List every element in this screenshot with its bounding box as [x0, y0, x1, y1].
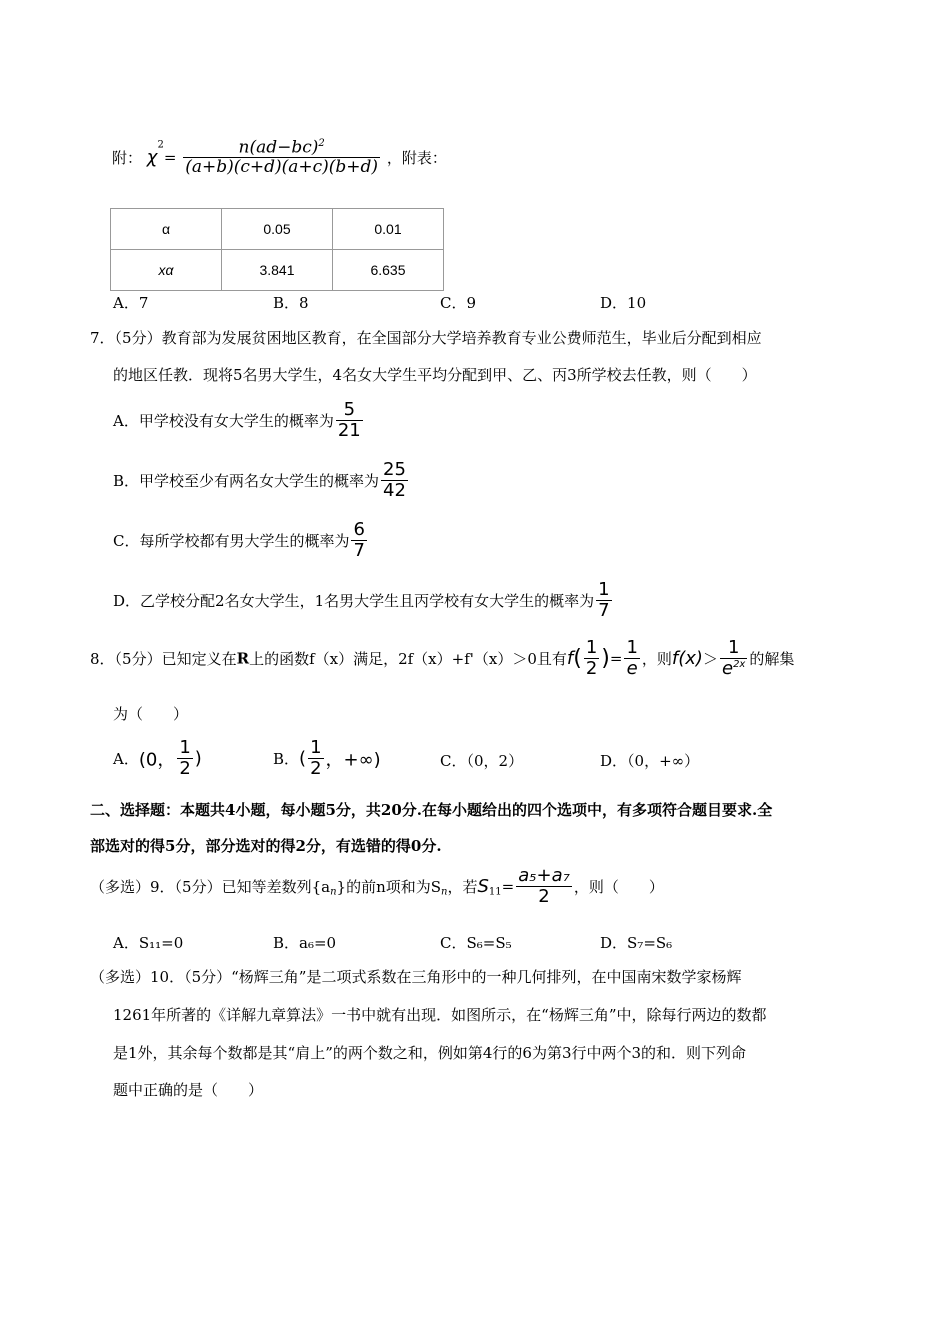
chi-numerator: n(ad−bc)	[238, 137, 319, 158]
q8-option-b-fraction	[308, 738, 323, 779]
q8-line1	[90, 638, 794, 679]
q8-option-b	[273, 738, 381, 779]
q9-option-c: C．S₆=S₅	[440, 934, 512, 952]
q7-option-c	[113, 520, 369, 561]
q8-f-symbol: f	[566, 647, 574, 669]
fraction-denominator: 2	[310, 757, 322, 779]
section2-line1: 二、选择题：本题共4小题，每小题5分，共20分.在每小题给出的四个选项中，有多项符合题目要求.全	[90, 801, 773, 819]
fraction-numerator: 1	[179, 737, 191, 758]
table-cell: 0.01	[333, 209, 444, 250]
q8-right-paren: )	[601, 645, 610, 671]
subscript: n	[330, 886, 337, 898]
q8-then: ，则	[641, 649, 672, 668]
q9-if: ，若	[447, 877, 478, 896]
exponent: 2x	[733, 658, 746, 670]
subscript: n	[441, 886, 448, 898]
fraction-numerator: a₅+a₇	[518, 865, 570, 886]
q8-option-a	[113, 738, 202, 779]
numerator-exponent: 2	[318, 138, 325, 149]
interval-right: )	[194, 747, 202, 769]
chi-square-formula	[112, 138, 447, 177]
interval-left: (	[299, 747, 307, 769]
table-row	[111, 250, 444, 291]
q8-prefix: 8．（5分）已知定义在	[90, 649, 237, 668]
q10-line3: 是1外，其余每个数都是其“肩上”的两个数之和，例如第4行的6为第3行中两个3的和．则下列命	[113, 1044, 747, 1062]
q8-line2: 为（ ）	[113, 705, 189, 723]
fraction-numerator: 1	[598, 579, 610, 600]
q7-line2: 的地区任教．现将5名男大学生，4名女大学生平均分配到甲、乙、丙3所学校去任教，则（ ）	[113, 366, 757, 384]
table-cell: 6.635	[333, 250, 444, 291]
chi-fraction	[183, 138, 380, 177]
q10-line4: 题中正确的是（ ）	[113, 1081, 264, 1099]
q10-line2: 1261年所著的《详解九章算法》一书中就有出现．如图所示，在“杨辉三角”中，除每行两边的数都	[113, 1006, 767, 1024]
interval-left: (0，	[138, 749, 176, 771]
q6-option-a: A．7	[113, 294, 149, 312]
q8-real-set: R	[236, 649, 250, 668]
critical-value-table	[110, 208, 444, 291]
q7-option-d-fraction	[596, 580, 611, 621]
q10-line1: （多选）10．（5分）“杨辉三角”是二项式系数在三角形中的一种几何排列，在中国南宋数学家杨辉	[90, 968, 742, 986]
formula-suffix: ，附表：	[386, 149, 447, 168]
q9-fraction	[516, 866, 572, 907]
fraction-numerator: 5	[336, 400, 363, 421]
q9-equals: =	[501, 877, 515, 896]
table-cell: α	[111, 209, 222, 250]
q7-option-a	[113, 400, 365, 441]
fraction-denominator: 2	[585, 657, 598, 679]
fraction-denominator: e	[721, 657, 734, 679]
q8-half-fraction	[584, 638, 599, 679]
q7-line1: 7．（5分）教育部为发展贫困地区教育，在全国部分大学培养教育专业公费师范生，毕业后分配到相应	[90, 329, 762, 347]
fraction-numerator: 6	[353, 519, 365, 540]
option-label: B．	[273, 749, 300, 768]
q8-equals: =	[609, 649, 623, 668]
table-cell: xα	[111, 250, 222, 291]
fraction-denominator: 7	[598, 599, 610, 621]
fraction-numerator: 25	[383, 459, 406, 480]
q7-option-c-text: C．每所学校都有男大学生的概率为	[113, 531, 350, 550]
q8-left-paren: (	[573, 645, 582, 671]
q9-prefix: （多选）9．（5分）已知等差数列{a	[90, 877, 331, 896]
fraction-numerator: 1	[626, 637, 638, 658]
q9-S: S	[477, 875, 489, 897]
q9-mid: }的前n项和为S	[336, 877, 442, 896]
q6-option-c: C．9	[440, 294, 477, 312]
option-label: A．	[113, 749, 139, 768]
q6-option-d: D．10	[600, 294, 647, 312]
fraction-numerator: 1	[585, 637, 598, 658]
equals-sign: =	[163, 148, 177, 167]
q8-exp-fraction	[720, 638, 747, 679]
table-row	[111, 209, 444, 250]
chi-symbol: χ	[146, 147, 158, 169]
fraction-denominator: 42	[383, 479, 406, 501]
q7-option-c-fraction	[351, 520, 366, 561]
q8-option-c: C．（0，2）	[440, 752, 524, 770]
section2-line2: 部选对的得5分，部分选对的得2分，有选错的得0分.	[90, 837, 442, 855]
formula-prefix: 附：	[112, 149, 143, 168]
q7-option-b	[113, 460, 410, 501]
q6-option-b: B．8	[273, 294, 309, 312]
chi-exponent: 2	[157, 139, 164, 151]
q7-option-d-text: D．乙学校分配2名女大学生，1名男大学生且丙学校有女大学生的概率为	[113, 591, 595, 610]
q7-option-b-fraction	[381, 460, 408, 501]
interval-right: ，+∞)	[325, 749, 381, 771]
q8-greater: ＞	[702, 649, 718, 668]
q8-condition: 上的函数f（x）满足，2f（x）+f'（x）＞0且有	[249, 649, 567, 668]
q9-line	[90, 866, 664, 907]
q8-e-fraction	[624, 638, 639, 679]
q8-suffix: 的解集	[749, 649, 795, 668]
q8-option-a-fraction	[177, 738, 192, 779]
fraction-denominator: 2	[179, 757, 191, 779]
q9-option-a: A．S₁₁=0	[113, 934, 184, 952]
chi-denominator: (a+b)(c+d)(a+c)(b+d)	[185, 157, 379, 178]
fraction-denominator: e	[626, 657, 638, 679]
q9-option-d: D．S₇=S₆	[600, 934, 673, 952]
q9-suffix: ，则（ ）	[573, 877, 664, 896]
fraction-denominator: 7	[353, 539, 365, 561]
table-cell: 3.841	[222, 250, 333, 291]
q8-fx: f(x)	[671, 647, 703, 669]
table-cell: 0.05	[222, 209, 333, 250]
fraction-denominator: 21	[337, 419, 361, 441]
fraction-numerator: 1	[720, 638, 747, 659]
q7-option-a-fraction	[336, 400, 363, 441]
subscript: 11	[488, 886, 502, 898]
fraction-numerator: 1	[310, 737, 322, 758]
q8-option-d: D．（0，+∞）	[600, 752, 700, 770]
q7-option-a-text: A．甲学校没有女大学生的概率为	[113, 411, 334, 430]
q7-option-b-text: B．甲学校至少有两名女大学生的概率为	[113, 471, 380, 490]
q7-option-d	[113, 580, 614, 621]
q9-option-b: B．a₆=0	[273, 934, 337, 952]
fraction-denominator: 2	[538, 885, 550, 907]
